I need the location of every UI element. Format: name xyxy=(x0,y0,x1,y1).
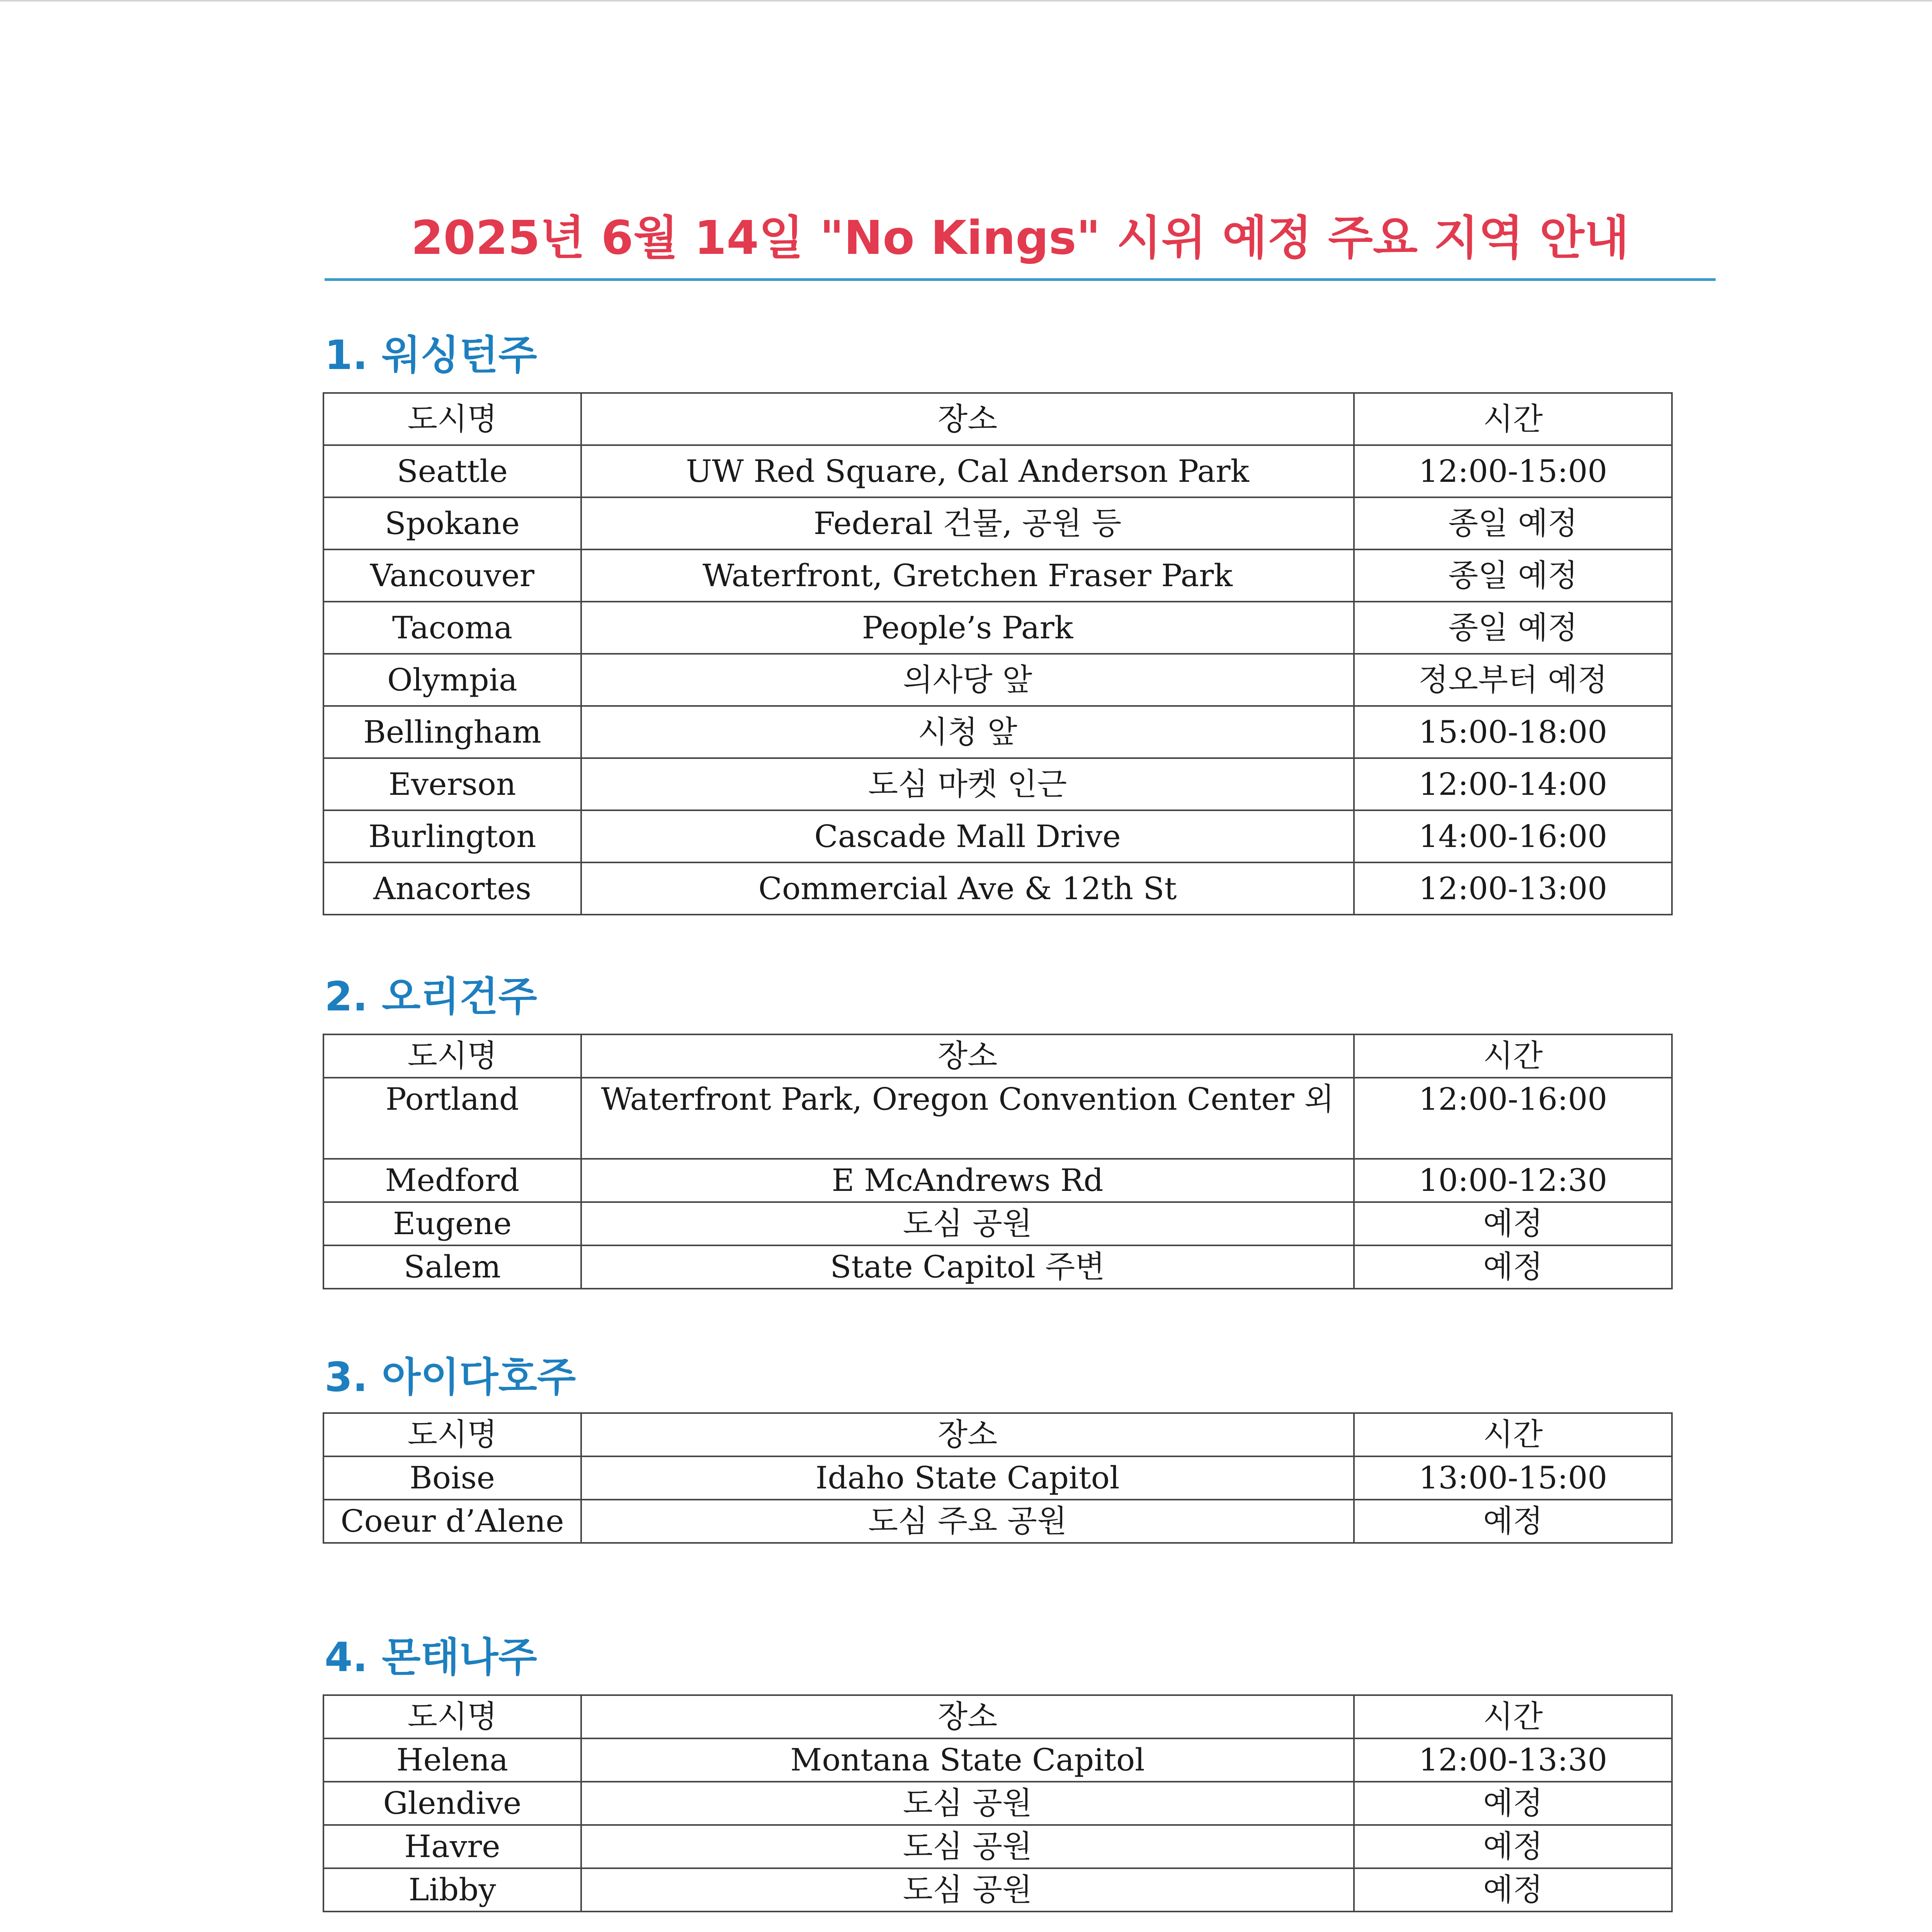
table-header-row xyxy=(323,1695,1672,1738)
place-cell: 의사당 앞 xyxy=(581,654,1354,706)
header-city: 도시명 xyxy=(323,1695,581,1738)
place-cell: 도심 공원 xyxy=(581,1202,1354,1245)
time-cell: 13:00-15:00 xyxy=(1354,1456,1672,1500)
time-cell: 12:00-13:30 xyxy=(1354,1738,1672,1782)
city-cell: Vancouver xyxy=(323,549,581,602)
city-cell: Portland xyxy=(323,1078,581,1159)
time-cell: 12:00-13:00 xyxy=(1354,862,1672,915)
time-cell: 예정 xyxy=(1354,1825,1672,1868)
table-row xyxy=(323,654,1672,706)
time-cell: 15:00-18:00 xyxy=(1354,706,1672,758)
table-row xyxy=(323,1456,1672,1500)
header-place: 장소 xyxy=(581,393,1354,445)
time-cell: 10:00-12:30 xyxy=(1354,1159,1672,1202)
table-row xyxy=(323,758,1672,810)
city-cell: Libby xyxy=(323,1868,581,1912)
place-cell: 도심 주요 공원 xyxy=(581,1500,1354,1543)
header-time: 시간 xyxy=(1354,393,1672,445)
place-cell: Commercial Ave & 12th St xyxy=(581,862,1354,915)
section-heading-montana: 4. 몬태나주 xyxy=(325,1634,537,1681)
place-cell: Federal 건물, 공원 등 xyxy=(581,497,1354,549)
table-row xyxy=(323,602,1672,654)
city-cell: Havre xyxy=(323,1825,581,1868)
city-cell: Glendive xyxy=(323,1782,581,1825)
page-title: 2025년 6월 14일 "No Kings" 시위 예정 주요 지역 안내 xyxy=(411,211,1629,265)
place-cell: 시청 앞 xyxy=(581,706,1354,758)
city-cell: Olympia xyxy=(323,654,581,706)
time-cell: 종일 예정 xyxy=(1354,602,1672,654)
place-cell: UW Red Square, Cal Anderson Park xyxy=(581,445,1354,497)
header-place: 장소 xyxy=(581,1413,1354,1456)
time-cell: 예정 xyxy=(1354,1500,1672,1543)
place-cell: State Capitol 주변 xyxy=(581,1245,1354,1289)
city-cell: Everson xyxy=(323,758,581,810)
table-header-row xyxy=(323,393,1672,445)
place-cell: Cascade Mall Drive xyxy=(581,810,1354,862)
city-cell: Tacoma xyxy=(323,602,581,654)
place-cell: 도심 공원 xyxy=(581,1782,1354,1825)
city-cell: Anacortes xyxy=(323,862,581,915)
section-heading-washington: 1. 워싱턴주 xyxy=(325,332,537,379)
table-oregon xyxy=(323,1034,1673,1289)
city-cell: Medford xyxy=(323,1159,581,1202)
scan-top-edge xyxy=(0,0,1932,2)
table-washington xyxy=(323,392,1673,915)
time-cell: 14:00-16:00 xyxy=(1354,810,1672,862)
place-cell: Idaho State Capitol xyxy=(581,1456,1354,1500)
time-cell: 정오부터 예정 xyxy=(1354,654,1672,706)
place-cell: 도심 마켓 인근 xyxy=(581,758,1354,810)
table-row xyxy=(323,1245,1672,1289)
city-cell: Helena xyxy=(323,1738,581,1782)
table-idaho xyxy=(323,1412,1673,1544)
header-city: 도시명 xyxy=(323,1413,581,1456)
table-row xyxy=(323,1782,1672,1825)
time-cell: 예정 xyxy=(1354,1868,1672,1912)
table-row xyxy=(323,1500,1672,1543)
table-header-row xyxy=(323,1034,1672,1078)
place-cell: 도심 공원 xyxy=(581,1825,1354,1868)
title-underline xyxy=(325,278,1716,281)
table-row xyxy=(323,1868,1672,1912)
table-row xyxy=(323,1738,1672,1782)
city-cell: Coeur d’Alene xyxy=(323,1500,581,1543)
table-row xyxy=(323,1159,1672,1202)
place-cell: Montana State Capitol xyxy=(581,1738,1354,1782)
city-cell: Salem xyxy=(323,1245,581,1289)
time-cell: 12:00-14:00 xyxy=(1354,758,1672,810)
time-cell: 예정 xyxy=(1354,1782,1672,1825)
table-row xyxy=(323,497,1672,549)
table-row xyxy=(323,706,1672,758)
city-cell: Eugene xyxy=(323,1202,581,1245)
place-cell: Waterfront, Gretchen Fraser Park xyxy=(581,549,1354,602)
table-row xyxy=(323,445,1672,497)
time-cell: 종일 예정 xyxy=(1354,497,1672,549)
table-row xyxy=(323,1202,1672,1245)
section-heading-oregon: 2. 오리건주 xyxy=(325,973,537,1020)
header-time: 시간 xyxy=(1354,1413,1672,1456)
header-city: 도시명 xyxy=(323,1034,581,1078)
city-cell: Burlington xyxy=(323,810,581,862)
header-place: 장소 xyxy=(581,1034,1354,1078)
place-cell: E McAndrews Rd xyxy=(581,1159,1354,1202)
time-cell: 12:00-15:00 xyxy=(1354,445,1672,497)
city-cell: Seattle xyxy=(323,445,581,497)
table-row xyxy=(323,549,1672,602)
place-cell: 도심 공원 xyxy=(581,1868,1354,1912)
place-cell: People’s Park xyxy=(581,602,1354,654)
header-city: 도시명 xyxy=(323,393,581,445)
table-row xyxy=(323,862,1672,915)
header-time: 시간 xyxy=(1354,1695,1672,1738)
header-time: 시간 xyxy=(1354,1034,1672,1078)
city-cell: Spokane xyxy=(323,497,581,549)
city-cell: Bellingham xyxy=(323,706,581,758)
time-cell: 예정 xyxy=(1354,1202,1672,1245)
time-cell: 종일 예정 xyxy=(1354,549,1672,602)
table-montana xyxy=(323,1694,1673,1912)
header-place: 장소 xyxy=(581,1695,1354,1738)
table-row xyxy=(323,810,1672,862)
time-cell: 12:00-16:00 xyxy=(1354,1078,1672,1159)
table-header-row xyxy=(323,1413,1672,1456)
place-cell: Waterfront Park, Oregon Convention Center 외 xyxy=(581,1078,1354,1159)
time-cell: 예정 xyxy=(1354,1245,1672,1289)
section-heading-idaho: 3. 아이다호주 xyxy=(325,1354,576,1401)
city-cell: Boise xyxy=(323,1456,581,1500)
table-row xyxy=(323,1825,1672,1868)
table-row xyxy=(323,1078,1672,1159)
